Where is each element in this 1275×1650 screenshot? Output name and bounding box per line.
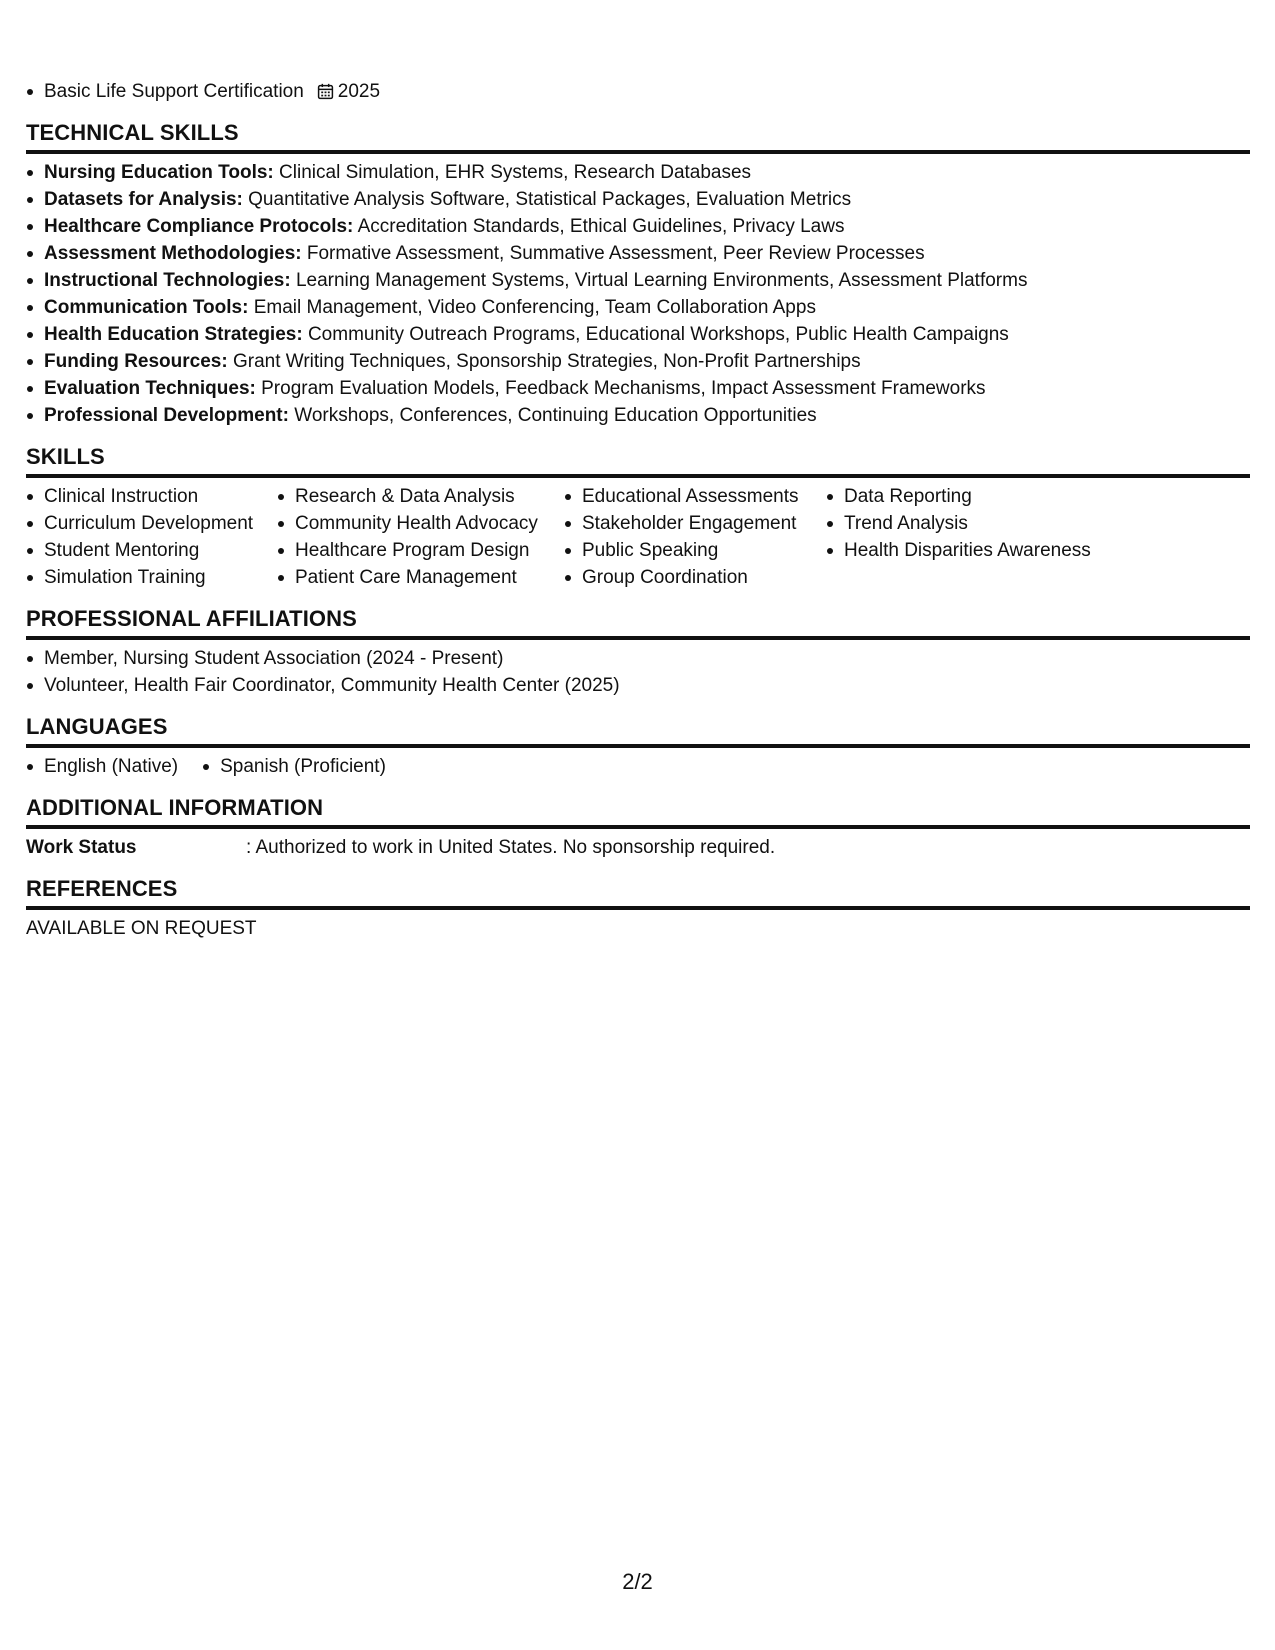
skill-item: Trend Analysis [826,510,1126,537]
resume-page [26,78,1250,942]
additional-info-heading: ADDITIONAL INFORMATION [26,794,1250,829]
work-status-value: : Authorized to work in United States. No sponsorship required. [246,837,776,858]
references-section [26,875,1250,942]
skill-item: Community Health Advocacy [277,510,564,537]
skill-item: Group Coordination [564,564,826,591]
skills-column [277,483,564,591]
affiliation-item: Volunteer, Health Fair Coordinator, Community Health Center (2025) [26,672,1250,699]
skill-item: Health Disparities Awareness [826,537,1126,564]
technical-skill-item [26,321,1250,348]
technical-skill-label: Nursing Education Tools: [44,162,274,183]
technical-skill-value: Formative Assessment, Summative Assessment, Peer Review Processes [301,243,925,264]
technical-skill-label: Datasets for Analysis: [44,189,243,210]
technical-skill-label: Communication Tools: [44,297,249,318]
technical-skill-label: Healthcare Compliance Protocols: [44,216,354,237]
skill-item: Patient Care Management [277,564,564,591]
technical-skill-value: Community Outreach Programs, Educational Workshops, Public Health Campaigns [302,324,1009,345]
skill-item: Healthcare Program Design [277,537,564,564]
additional-info-section [26,794,1250,861]
affiliations-heading: PROFESSIONAL AFFILIATIONS [26,605,1250,640]
technical-skill-item [26,213,1250,240]
technical-skill-label: Funding Resources: [44,351,228,372]
skill-item: Student Mentoring [26,537,277,564]
skill-item: Simulation Training [26,564,277,591]
languages-section [26,713,1250,780]
references-text: AVAILABLE ON REQUEST [26,918,257,939]
technical-skill-value: Program Evaluation Models, Feedback Mechanisms, Impact Assessment Frameworks [255,378,986,399]
languages-list [26,753,1250,780]
references-heading: REFERENCES [26,875,1250,910]
technical-skill-label: Health Education Strategies: [44,324,303,345]
technical-skill-item [26,159,1250,186]
technical-skill-label: Assessment Methodologies: [44,243,302,264]
languages-heading: LANGUAGES [26,713,1250,748]
technical-skill-label: Evaluation Techniques: [44,378,256,399]
technical-skill-value: Quantitative Analysis Software, Statistical Packages, Evaluation Metrics [242,189,852,210]
technical-skill-value: Learning Management Systems, Virtual Learning Environments, Assessment Platforms [290,270,1028,291]
calendar-icon [317,83,334,100]
language-item: Spanish (Proficient) [202,753,386,780]
skills-section [26,443,1250,591]
language-item: English (Native) [26,753,178,780]
technical-skill-item [26,375,1250,402]
work-status-row [26,834,1250,861]
technical-skills-list [26,159,1250,429]
technical-skill-value: Email Management, Video Conferencing, Team Collaboration Apps [248,297,816,318]
technical-skill-value: Grant Writing Techniques, Sponsorship Strategies, Non-Profit Partnerships [227,351,861,372]
certification-date [317,78,380,105]
skill-item: Curriculum Development [26,510,277,537]
technical-skill-item [26,348,1250,375]
affiliations-section [26,605,1250,699]
technical-skill-item [26,267,1250,294]
affiliations-list [26,645,1250,699]
skill-item: Data Reporting [826,483,1126,510]
skills-heading: SKILLS [26,443,1250,478]
skills-column [826,483,1126,591]
skills-grid [26,483,1250,591]
skill-item: Research & Data Analysis [277,483,564,510]
skill-item: Stakeholder Engagement [564,510,826,537]
technical-skill-item [26,294,1250,321]
skills-column [26,483,277,591]
technical-skill-label: Professional Development: [44,405,289,426]
skills-column [564,483,826,591]
technical-skills-heading: TECHNICAL SKILLS [26,119,1250,154]
work-status-label: Work Status [26,837,137,858]
skill-item: Clinical Instruction [26,483,277,510]
certification-name: Basic Life Support Certification [44,81,304,102]
certification-list [26,78,1250,105]
technical-skill-value: Clinical Simulation, EHR Systems, Research Databases [273,162,752,183]
skill-item: Educational Assessments [564,483,826,510]
skill-item: Public Speaking [564,537,826,564]
technical-skills-section [26,119,1250,429]
technical-skill-item [26,186,1250,213]
certification-year: 2025 [337,81,381,102]
affiliation-item: Member, Nursing Student Association (2024 - Present) [26,645,1250,672]
technical-skill-item [26,402,1250,429]
technical-skill-item [26,240,1250,267]
page-number: 2/2 [622,1569,653,1594]
certification-item [26,78,1250,105]
technical-skill-label: Instructional Technologies: [44,270,291,291]
technical-skill-value: Accreditation Standards, Ethical Guidelines, Privacy Laws [353,216,845,237]
technical-skill-value: Workshops, Conferences, Continuing Education Opportunities [288,405,817,426]
